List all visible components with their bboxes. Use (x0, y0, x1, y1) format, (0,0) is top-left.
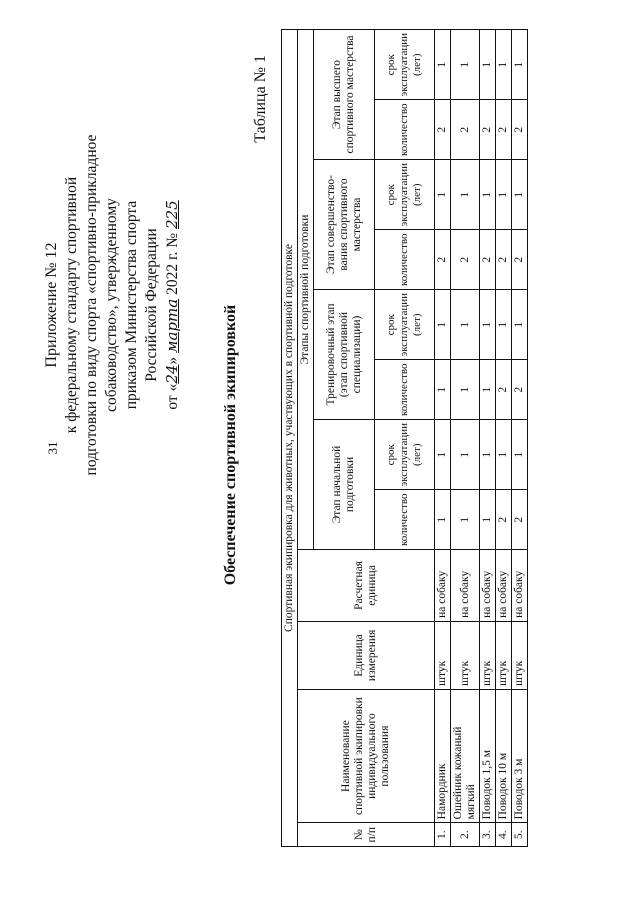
quantity-cell: 2 (480, 100, 496, 160)
quantity-cell: 2 (496, 490, 512, 550)
quantity-cell: 2 (480, 230, 496, 290)
item-unit: штук (512, 621, 528, 689)
quantity-cell: 2 (512, 360, 528, 420)
header-no: № п/п (298, 823, 435, 847)
item-unit: штук (451, 621, 480, 689)
item-name: Поводок 10 м (496, 689, 512, 822)
stage-header: Этап высшего спортивного мастерства (314, 30, 375, 160)
header-unit: Единица измерения (298, 621, 435, 689)
equipment-table (281, 29, 528, 847)
quantity-cell: 1 (480, 490, 496, 550)
date-month: марта (163, 298, 181, 353)
table-row (435, 30, 451, 847)
quantity-cell: 2 (496, 230, 512, 290)
quantity-cell: 1 (451, 490, 480, 550)
row-number: 4. (496, 823, 512, 847)
term-cell: 1 (451, 290, 480, 360)
sub-qty: количество (375, 100, 435, 160)
document-title: Обеспечение спортивной экипировкой (222, 304, 239, 586)
row-number: 5. (512, 823, 528, 847)
term-cell: 1 (496, 160, 512, 230)
quantity-cell: 1 (480, 360, 496, 420)
header-name: Наименование спортивной экипировки индивидуального пользования (298, 689, 435, 822)
term-cell: 1 (496, 30, 512, 100)
table-row (480, 30, 496, 847)
page-number: 31 (45, 441, 60, 455)
table-row (451, 30, 480, 847)
term-cell: 1 (480, 420, 496, 490)
item-calc: на собаку (512, 550, 528, 622)
appendix-line: Российской Федерации (143, 228, 160, 382)
item-name: Ошейник кожаный мягкий (451, 689, 480, 822)
term-cell: 1 (435, 290, 451, 360)
sub-term: срок эксплуатации (лет) (375, 30, 435, 100)
quantity-cell: 2 (496, 360, 512, 420)
table-label: Таблица № 1 (252, 55, 269, 143)
table-row (512, 30, 528, 847)
term-cell: 1 (512, 30, 528, 100)
term-cell: 1 (435, 160, 451, 230)
quantity-cell: 1 (435, 490, 451, 550)
quantity-cell: 2 (451, 100, 480, 160)
item-name: Поводок 1,5 м (480, 689, 496, 822)
header-calc: Расчетная единица (298, 550, 435, 622)
quantity-cell: 2 (435, 100, 451, 160)
header-stages: Этапы спортивной подготовки (298, 30, 314, 550)
quantity-cell: 2 (512, 490, 528, 550)
quantity-cell: 2 (512, 100, 528, 160)
quantity-cell: 1 (435, 360, 451, 420)
row-number: 1. (435, 823, 451, 847)
appendix-number: Приложение № 12 (43, 242, 60, 368)
item-calc: на собаку (480, 550, 496, 622)
appendix-line: собаководство», утвержденному (103, 198, 120, 412)
table-top-header: Спортивная экипировка для животных, участвующих в спортивной подготовке (282, 30, 298, 847)
appendix-line: к федеральному стандарту спортивной (63, 176, 80, 434)
row-number: 3. (480, 823, 496, 847)
quantity-cell: 1 (451, 360, 480, 420)
item-name: Намордник (435, 689, 451, 822)
item-unit: штук (480, 621, 496, 689)
sub-qty: количество (375, 230, 435, 290)
item-calc: на собаку (435, 550, 451, 622)
term-cell: 1 (435, 420, 451, 490)
quantity-cell: 2 (451, 230, 480, 290)
term-cell: 1 (496, 290, 512, 360)
sub-term: срок эксплуатации (лет) (375, 420, 435, 490)
item-calc: на собаку (496, 550, 512, 622)
term-cell: 1 (451, 160, 480, 230)
item-name: Поводок 3 м (512, 689, 528, 822)
term-cell: 1 (496, 420, 512, 490)
sub-term: срок эксплуатации (лет) (375, 160, 435, 230)
term-cell: 1 (480, 290, 496, 360)
sub-qty: количество (375, 490, 435, 550)
order-number: 225 (163, 200, 181, 230)
appendix-block (42, 115, 183, 495)
quantity-cell: 2 (496, 100, 512, 160)
sub-term: срок эксплуатации (лет) (375, 290, 435, 360)
appendix-date (162, 115, 183, 495)
stage-header: Этап начальной подготовки (314, 420, 375, 550)
item-unit: штук (496, 621, 512, 689)
stage-header: Этап совершенство-вания спортивного мастерства (314, 160, 375, 290)
item-calc: на собаку (451, 550, 480, 622)
quantity-cell: 2 (512, 230, 528, 290)
appendix-line: приказом Министерства спорта (123, 200, 140, 410)
date-year: 2022 г. № (164, 229, 181, 299)
term-cell: 1 (451, 30, 480, 100)
row-number: 2. (451, 823, 480, 847)
term-cell: 1 (480, 30, 496, 100)
term-cell: 1 (451, 420, 480, 490)
term-cell: 1 (512, 420, 528, 490)
appendix-line: подготовки по виду спорта «спортивно-прикладное (83, 134, 100, 476)
date-prefix: от « (164, 383, 181, 410)
table-row (496, 30, 512, 847)
date-mid: » (164, 352, 181, 365)
term-cell: 1 (480, 160, 496, 230)
term-cell: 1 (435, 30, 451, 100)
date-day: 24 (163, 364, 181, 384)
term-cell: 1 (512, 160, 528, 230)
table-body (435, 30, 528, 847)
stage-header: Тренировочный этап (этап спортивной специализации) (314, 290, 375, 420)
term-cell: 1 (512, 290, 528, 360)
sub-qty: количество (375, 360, 435, 420)
quantity-cell: 2 (435, 230, 451, 290)
item-unit: штук (435, 621, 451, 689)
